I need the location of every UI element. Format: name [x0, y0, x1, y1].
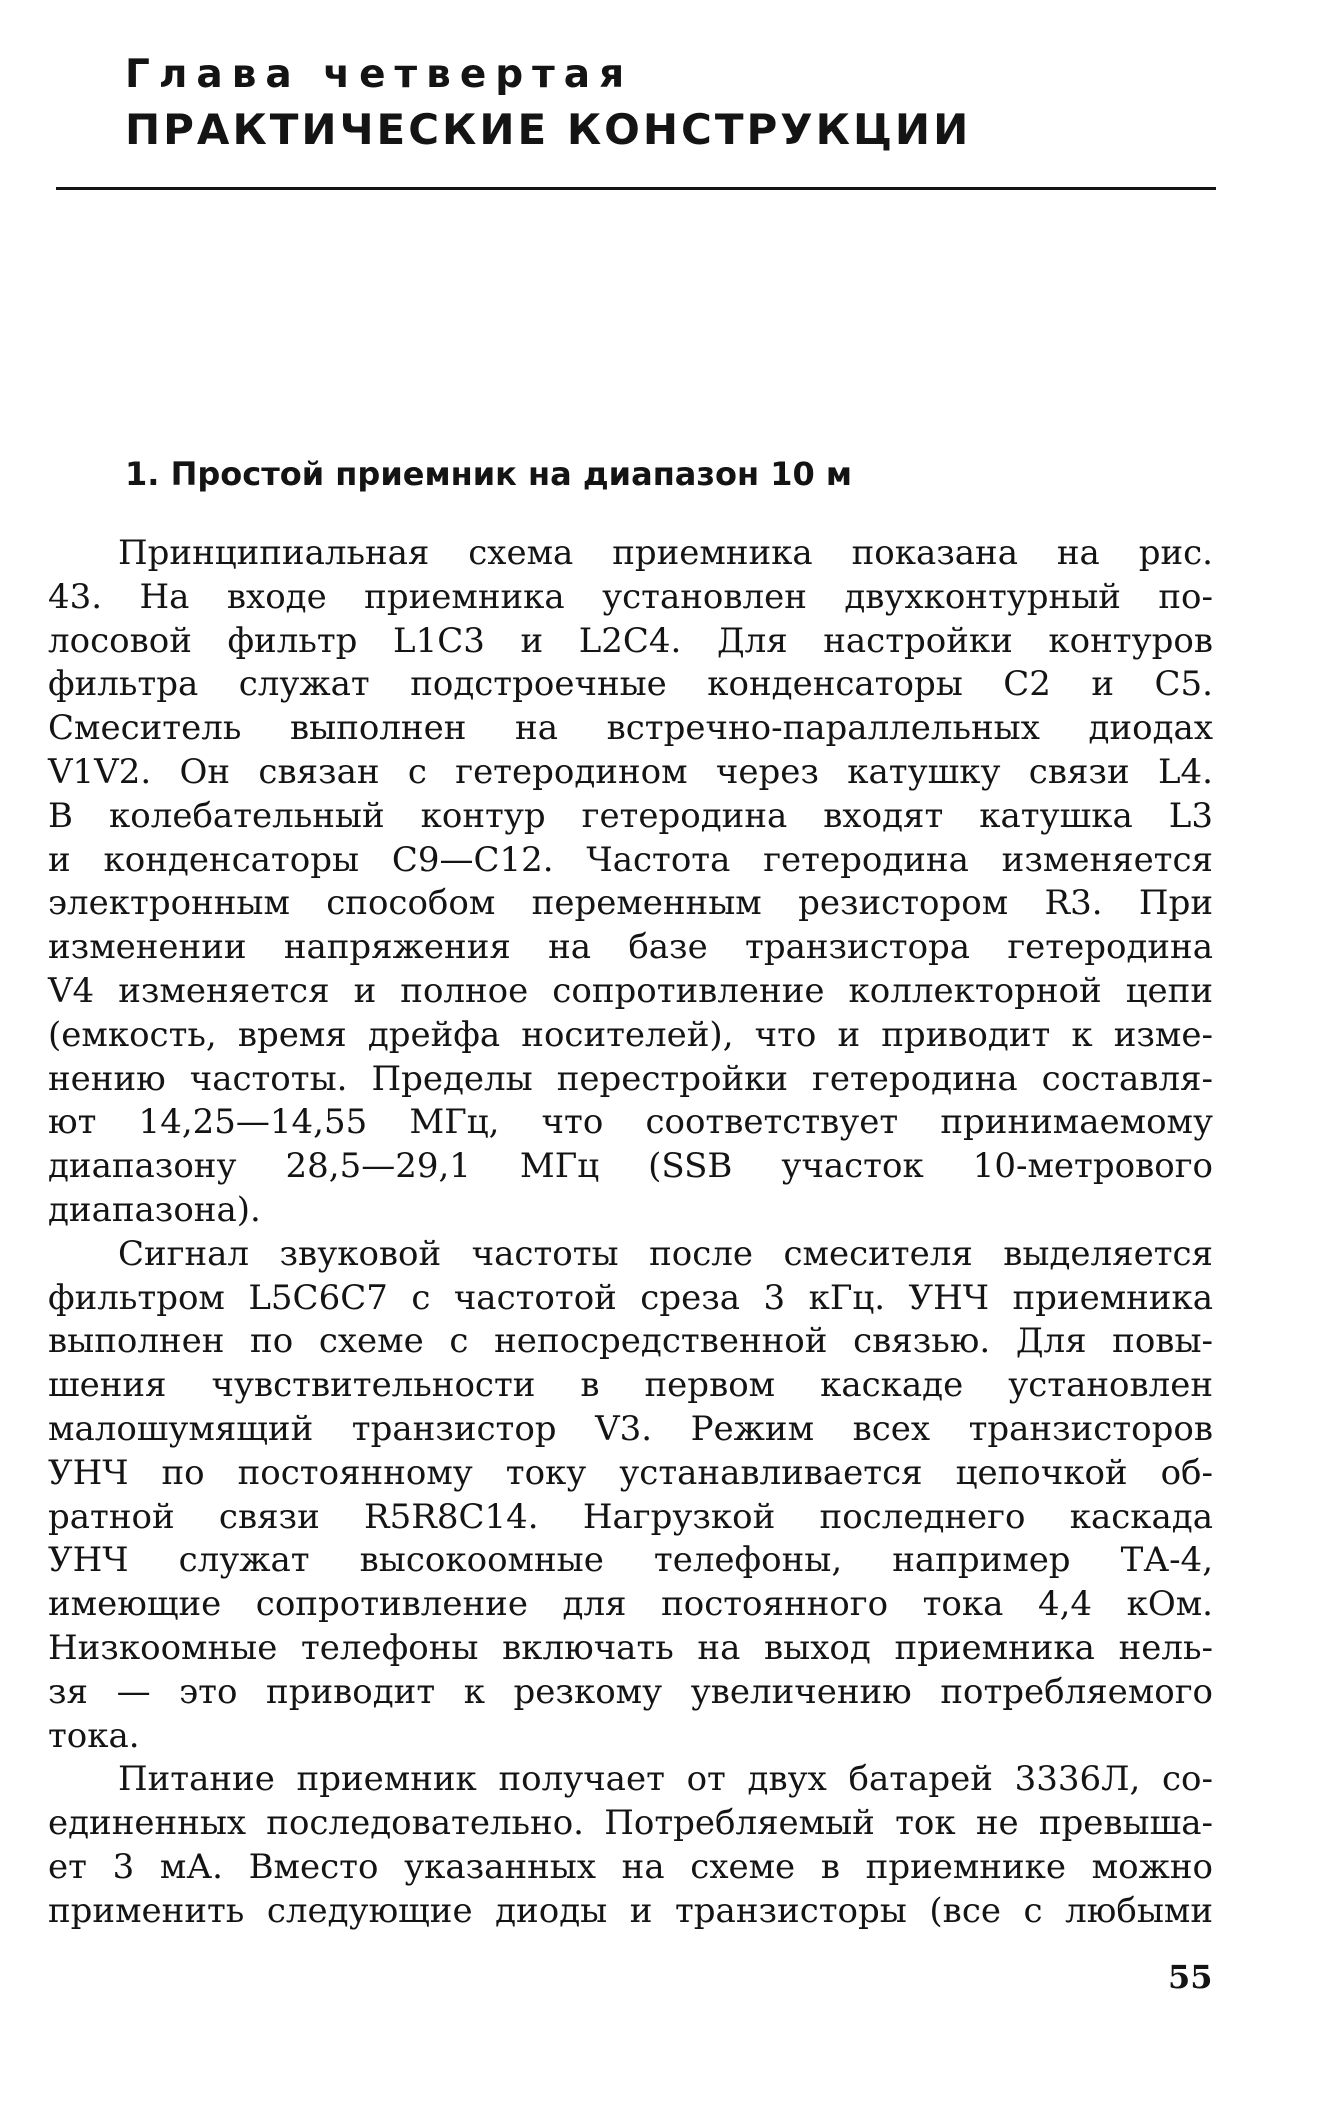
text-line: В колебательный контур гетеродина входят катушка L3: [48, 795, 1213, 836]
text-line: Сигнал звуковой частоты после смесителя выделяется: [118, 1233, 1213, 1274]
text-line: изменении напряжения на базе транзистора гетеродина: [48, 927, 1213, 968]
text-line: единенных последовательно. Потребляемый ток не превыша-: [48, 1803, 1213, 1844]
text-line: V4 изменяется и полное сопротивление коллекторной цепи: [48, 970, 1213, 1011]
text-line: 43. На входе приемника установлен двухконтурный по-: [48, 576, 1213, 617]
paragraph: [48, 1233, 1213, 1759]
text-line: применить следующие диоды и транзисторы (все с любыми: [48, 1890, 1213, 1931]
text-line: малошумящий транзистор V3. Режим всех транзисторов: [48, 1408, 1213, 1449]
text-line: зя — это приводит к резкому увеличению потребляемого: [48, 1671, 1213, 1712]
text-line: диапазону 28,5—29,1 МГц (SSB участок 10-метрового: [48, 1146, 1213, 1187]
text-line: ют 14,25—14,55 МГц, что соответствует принимаемому: [48, 1102, 1213, 1143]
text-line: фильтра служат подстроечные конденсаторы C2 и C5.: [48, 664, 1213, 705]
text-line: Смеситель выполнен на встречно-параллельных диодах: [48, 708, 1213, 749]
text-line: Низкоомные телефоны включать на выход приемника нель-: [48, 1627, 1213, 1668]
chapter-label: Глава четвертая: [125, 52, 634, 97]
text-line: шения чувствительности в первом каскаде установлен: [48, 1365, 1213, 1406]
text-line: УНЧ служат высокоомные телефоны, например ТА-4,: [48, 1540, 1213, 1581]
text-line: Принципиальная схема приемника показана на рис.: [118, 533, 1213, 573]
text-line: выполнен по схеме с непосредственной связью. Для повы-: [48, 1321, 1213, 1362]
text-line: ратной связи R5R8C14. Нагрузкой последнего каскада: [48, 1496, 1213, 1537]
chapter-title: ПРАКТИЧЕСКИЕ КОНСТРУКЦИИ: [125, 105, 972, 154]
text-line: ет 3 мА. Вместо указанных на схеме в приемнике можно: [48, 1846, 1213, 1887]
chapter-divider: [56, 187, 1216, 190]
paragraph: [48, 532, 1213, 1233]
body-text: [48, 532, 1213, 1934]
text-line: Питание приемник получает от двух батарей 3336Л, со-: [118, 1759, 1213, 1800]
page-number: 55: [1168, 1958, 1213, 1996]
text-line: (емкость, время дрейфа носителей), что и приводит к изме-: [48, 1014, 1213, 1055]
text-line: электронным способом переменным резистором R3. При: [48, 883, 1213, 924]
text-line: тока.: [48, 1715, 140, 1756]
section-heading: 1. Простой приемник на диапазон 10 м: [125, 455, 853, 493]
text-line: диапазона).: [48, 1189, 261, 1230]
text-line: и конденсаторы C9—C12. Частота гетеродина изменяется: [48, 839, 1213, 880]
text-line: лосовой фильтр L1C3 и L2C4. Для настройки контуров: [48, 620, 1213, 661]
paragraph: [48, 1758, 1213, 1933]
text-line: нению частоты. Пределы перестройки гетеродина составля-: [48, 1058, 1213, 1099]
text-line: УНЧ по постоянному току устанавливается цепочкой об-: [48, 1452, 1213, 1493]
text-line: V1V2. Он связан с гетеродином через катушку связи L4.: [48, 751, 1213, 792]
text-line: имеющие сопротивление для постоянного тока 4,4 кОм.: [48, 1584, 1213, 1625]
text-line: фильтром L5C6C7 с частотой среза 3 кГц. УНЧ приемника: [48, 1277, 1213, 1318]
